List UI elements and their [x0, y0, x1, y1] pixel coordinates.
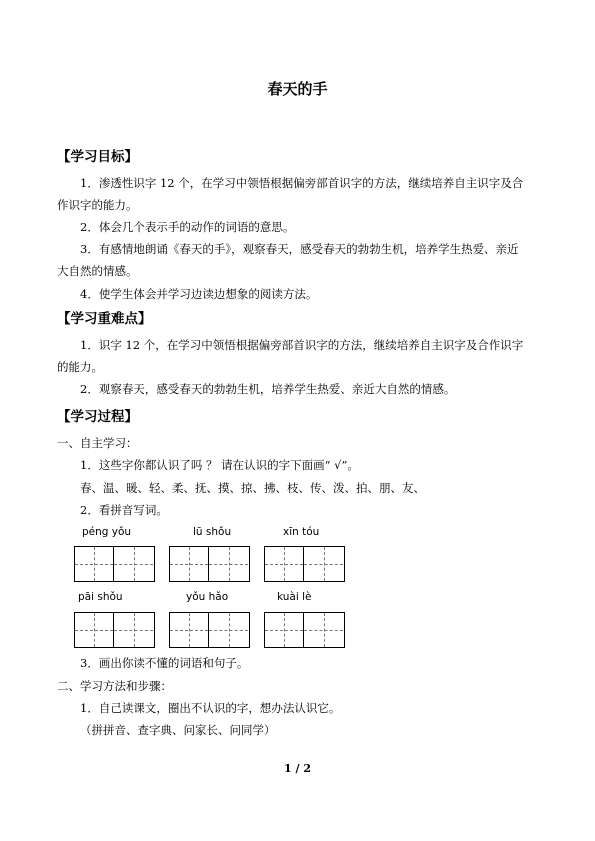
goals-heading: 【学习目标】	[57, 149, 138, 165]
process-heading: 【学习过程】	[57, 409, 138, 425]
writing-grid[interactable]	[264, 612, 345, 648]
writing-grid[interactable]	[264, 546, 345, 582]
keypoints-heading: 【学习重难点】	[57, 311, 152, 327]
goals-item-3-cont: 大自然的情感。	[57, 264, 138, 278]
process-part1-title: 一、自主学习：	[57, 436, 138, 450]
pinyin-youhao: yǒu hǎo	[186, 591, 229, 603]
writing-grid[interactable]	[169, 546, 250, 582]
keypoints-item-1: 1．识字 12 个，在学习中领悟根据偏旁部首识字的方法，继续培养自主识字及合作识字	[80, 338, 524, 352]
goals-item-2: 2．体会几个表示手的动作的词语的意思。	[80, 220, 295, 234]
process-q1: 1．这些字你都认识了吗 ？ 请在认识的字下面画“ √”。	[80, 458, 359, 472]
process-q2: 2．看拼音写词。	[80, 503, 168, 517]
keypoints-item-1-cont: 的能力。	[57, 360, 103, 374]
writing-grid[interactable]	[169, 612, 250, 648]
keypoints-item-2: 2．观察春天，感受春天的勃勃生机，培养学生热爱、亲近大自然的情感。	[80, 382, 456, 396]
page-number: 1 / 2	[284, 762, 311, 775]
process-part2-title: 二、学习方法和步骤：	[57, 679, 172, 693]
page-title: 春天的手	[267, 80, 328, 98]
writing-grid[interactable]	[74, 546, 155, 582]
process-chars: 春、温、暖、轻、柔、抚、摸、掠、拂、枝、传、泼、拍、朋、友、	[80, 481, 425, 495]
pinyin-pengyou: péng yǒu	[82, 526, 132, 538]
process-step1-note: （拼拼音、查字典、问家长、问同学）	[80, 723, 276, 737]
process-step1: 1．自己读课文，圈出不认识的字，想办法认识它。	[80, 701, 341, 715]
goals-item-3: 3．有感情地朗诵《春天的手》，观察春天，感受春天的勃勃生机，培养学生热爱、亲近	[80, 242, 519, 256]
goals-item-4: 4．使学生体会并学习边读边想象的阅读方法。	[80, 287, 318, 301]
pinyin-lushou: lū shǒu	[193, 526, 232, 538]
process-q3: 3．画出你读不懂的词语和句子。	[80, 656, 249, 670]
writing-grid[interactable]	[74, 612, 155, 648]
pinyin-xintou: xīn tóu	[283, 526, 320, 538]
pinyin-paishou: pāi shǒu	[78, 591, 123, 603]
goals-item-1-cont: 作识字的能力。	[57, 198, 138, 212]
pinyin-kuaile: kuài lè	[277, 591, 312, 603]
goals-item-1: 1．渗透性识字 12 个，在学习中领悟根据偏旁部首识字的方法，继续培养自主识字及合	[80, 176, 524, 190]
